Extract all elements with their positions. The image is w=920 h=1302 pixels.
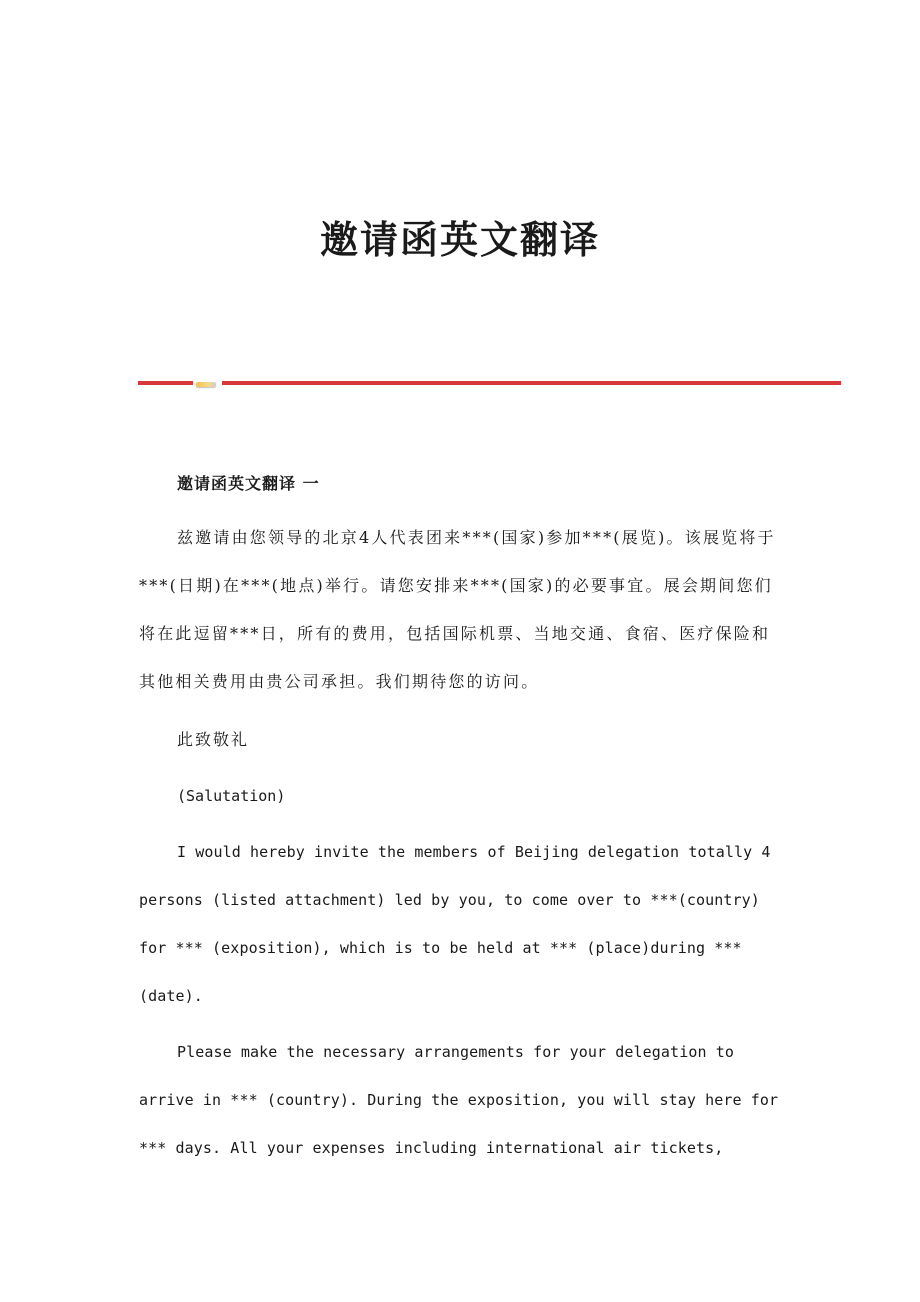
- divider-bar-left: [138, 381, 193, 385]
- salutation-line: (Salutation): [177, 787, 286, 805]
- pencil-icon: [196, 382, 216, 387]
- closing-line: 此致敬礼: [177, 730, 250, 749]
- section-heading: 邀请函英文翻译 一: [177, 474, 320, 493]
- paragraph-english-1: I would hereby invite the members of Beijing delegation totally 4 persons (listed attachment) led by you, to come over to ***(country) for *** (exposition), which is to be held at *** (place)during *** (date).: [139, 843, 771, 1005]
- divider-bar-right: [222, 381, 841, 385]
- paragraph-english-2: Please make the necessary arrangements for your delegation to arrive in *** (country). During the exposition, you will stay here for *** days. All your expenses including international air tickets,: [139, 1043, 779, 1157]
- page-title: 邀请函英文翻译: [319, 217, 600, 262]
- paragraph-chinese: 兹邀请由您领导的北京4人代表团来***(国家)参加***(展览)。该展览将于***(日期)在***(地点)举行。请您安排来***(国家)的必要事宜。展会期间您们将在此逗留***日，所有的费用，包括国际机票、当地交通、食宿、医疗保险和其他相关费用由贵公司承担。我们期待您的访问。: [139, 528, 776, 691]
- title-divider: [138, 380, 841, 390]
